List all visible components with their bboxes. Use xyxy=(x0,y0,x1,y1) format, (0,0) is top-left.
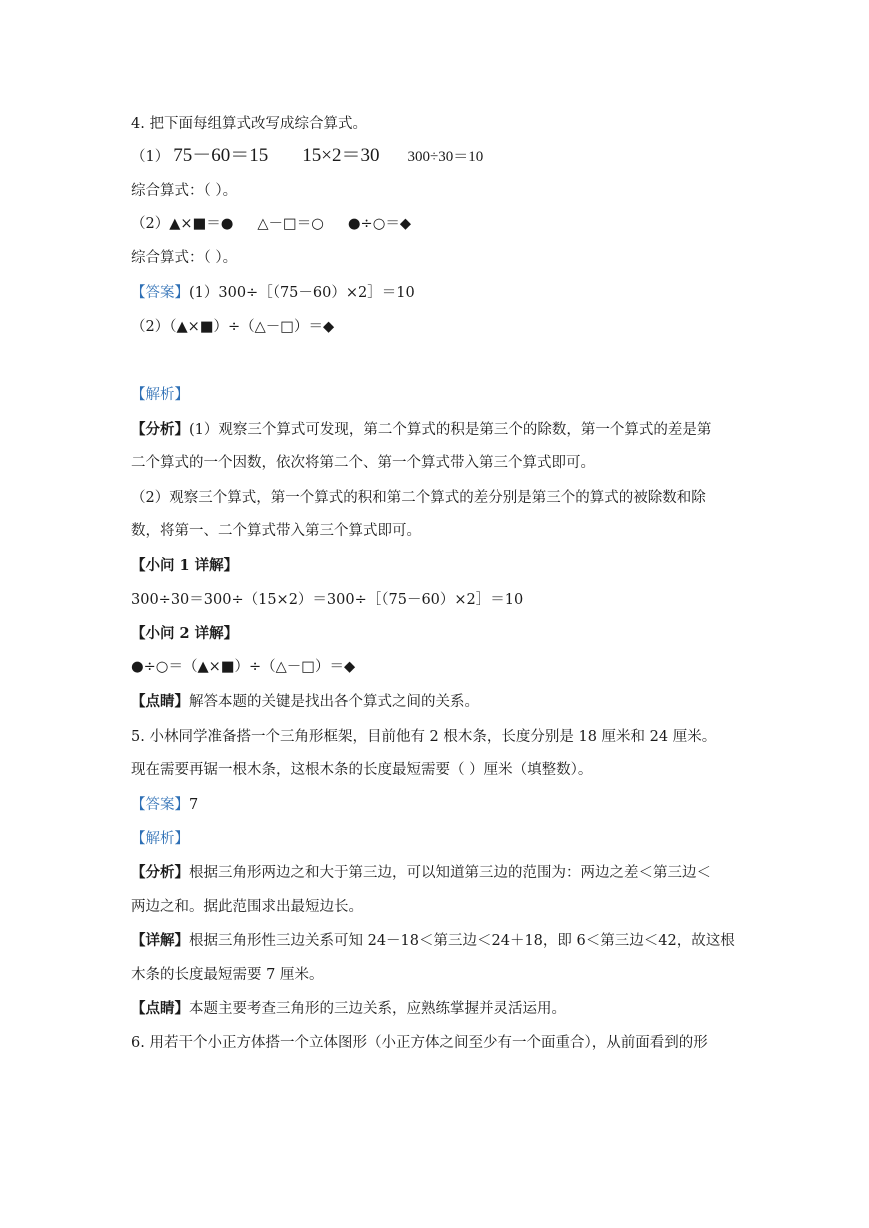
q5-fenxi-line-2: 两边之和。据此范围求出最短边长。 xyxy=(131,899,363,915)
q4-sub2-text: ●÷○＝（▲×■）÷（△－□）＝◆ xyxy=(131,659,356,675)
q4-part1-label: （1） xyxy=(131,149,170,165)
q5-xiangjie-tag: 【详解】 xyxy=(131,932,189,949)
q4-answer-tag: 【答案】 xyxy=(131,285,189,301)
q4-part2-eq1: ▲×■＝● xyxy=(169,216,234,232)
q4-dianjing xyxy=(131,692,479,712)
q4-combined-1: 综合算式：（ ）。 xyxy=(131,183,238,199)
q4-fenxi-line-3: （2）观察三个算式，第一个算式的积和第二个算式的差分别是第三个的算式的被除数和除 xyxy=(131,490,706,506)
q4-fenxi-line-2: 二个算式的一个因数，依次将第二个、第一个算式带入第三个算式即可。 xyxy=(131,455,595,471)
q5-dianjing-text: 本题主要考查三角形的三边关系，应熟练掌握并灵活运用。 xyxy=(189,1001,566,1017)
q5-xiangjie-line-1 xyxy=(131,931,735,951)
q5-analysis-tag: 【解析】 xyxy=(131,831,189,847)
q4-answer-line-1 xyxy=(131,283,415,303)
q4-part2-equations xyxy=(131,214,411,234)
q4-part1-equations xyxy=(131,146,483,167)
q6-title-line-1: 6. 用若干个小正方体搭一个立体图形（小正方体之间至少有一个面重合），从前面看到的形 xyxy=(131,1035,708,1051)
q4-sub1-text: 300÷30＝300÷（15×2）＝300÷［（75－60）×2］＝10 xyxy=(131,592,524,608)
q4-fenxi-line-1 xyxy=(131,420,711,440)
q4-part2-eq3: ●÷○＝◆ xyxy=(347,216,412,232)
q4-combined-2: 综合算式：（ ）。 xyxy=(131,250,238,266)
q5-answer-tag: 【答案】 xyxy=(131,797,189,813)
q4-part1-eq1: 75－60＝15 xyxy=(173,145,269,166)
q4-sub1-tag: 【小问 1 详解】 xyxy=(131,557,239,574)
q4-answer-line-2: （2）（▲×■）÷（△－□）＝◆ xyxy=(131,319,335,335)
q4-title: 4. 把下面每组算式改写成综合算式。 xyxy=(131,116,367,132)
q4-sub2-tag: 【小问 2 详解】 xyxy=(131,625,239,642)
q5-dianjing xyxy=(131,999,566,1019)
q4-fenxi-tag: 【分析】 xyxy=(131,421,189,438)
q5-title-line-2: 现在需要再锯一根木条，这根木条的长度最短需要（ ）厘米（填整数）。 xyxy=(131,762,593,778)
q4-part2-label: （2） xyxy=(131,216,170,232)
q5-answer: 7 xyxy=(189,797,199,813)
q5-xiangjie-a: 根据三角形性三边关系可知 24－18＜第三边＜24＋18，即 6＜第三边＜42，故这根 xyxy=(189,933,735,949)
q4-fenxi-line-4: 数，将第一、二个算式带入第三个算式即可。 xyxy=(131,523,421,539)
q4-dianjing-text: 解答本题的关键是找出各个算式之间的关系。 xyxy=(189,694,479,710)
q5-xiangjie-line-2: 木条的长度最短需要 7 厘米。 xyxy=(131,967,324,983)
q4-part2-eq2: △－□＝○ xyxy=(257,216,324,232)
q4-analysis-tag: 【解析】 xyxy=(131,387,189,403)
q5-dianjing-tag: 【点睛】 xyxy=(131,1000,189,1017)
q5-fenxi-tag: 【分析】 xyxy=(131,864,189,881)
q4-answer-1: (1）300÷［（75－60）×2］＝10 xyxy=(189,285,415,301)
q4-fenxi-1a: (1）观察三个算式可发现，第二个算式的积是第三个的除数，第一个算式的差是第 xyxy=(189,422,712,438)
q5-fenxi-line-1 xyxy=(131,863,711,883)
q5-answer-line xyxy=(131,795,198,815)
q5-fenxi-a: 根据三角形两边之和大于第三边，可以知道第三边的范围为：两边之差＜第三边＜ xyxy=(189,865,711,881)
q4-dianjing-tag: 【点睛】 xyxy=(131,693,189,710)
q5-title-line-1: 5. 小林同学准备搭一个三角形框架，目前他有 2 根木条，长度分别是 18 厘米和 24 厘米。 xyxy=(131,729,717,745)
q4-part1-eq3: 300÷30＝10 xyxy=(407,149,484,165)
q4-part1-eq2: 15×2＝30 xyxy=(302,145,380,166)
